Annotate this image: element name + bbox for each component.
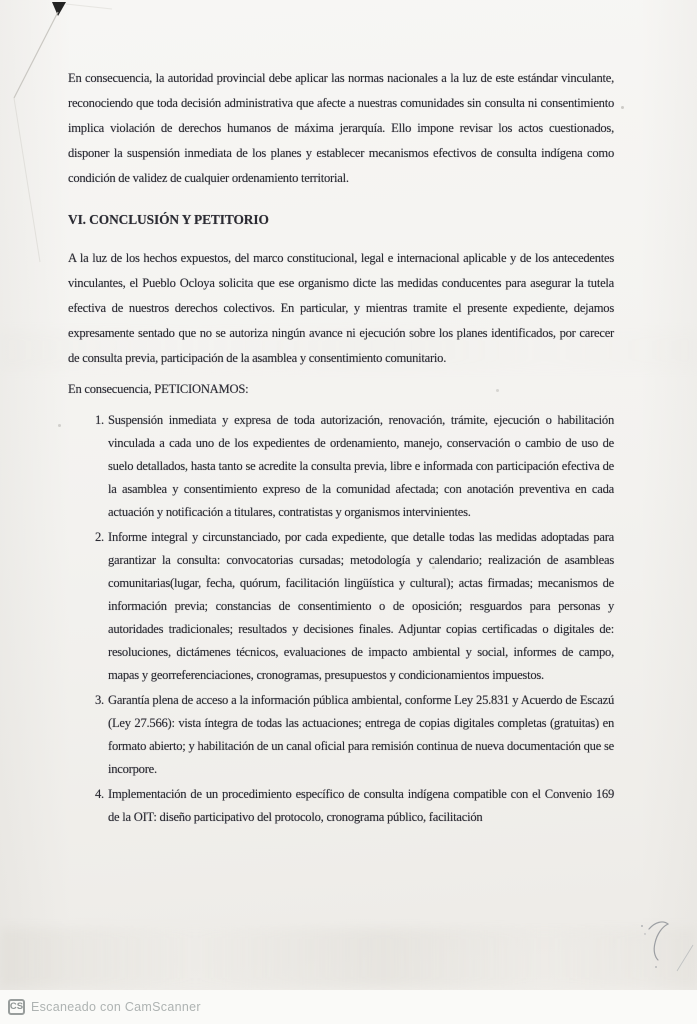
petition-list bbox=[68, 409, 614, 829]
petition-item-2 bbox=[68, 526, 614, 687]
petition-number: 1. bbox=[95, 413, 104, 427]
petition-number: 4. bbox=[95, 787, 104, 801]
scan-speck bbox=[58, 424, 61, 427]
petition-text: Garantía plena de acceso a la información pública ambiental, conforme Ley 25.831 y Acuerdo de Escazú (Ley 27.566): vista íntegra de todas las actuaciones; entrega de copias digitales completas (gratuitas) en formato abierto; y habilitación de un canal oficial para remisión continua de nueva documentación que se incorpore. bbox=[108, 693, 614, 776]
paragraph-conclusion: A la luz de los hechos expuestos, del marco constitucional, legal e internacional aplicable y de los antecedentes vinculantes, el Pueblo Ocloya solicita que ese organismo dicte las medidas conducentes para asegurar la tutela efectiva de nuestros derechos colectivos. En particular, y mientras tramite el presente expediente, dejamos expresamente sentado que no se autoriza ningún avance ni ejecución sobre los planes identificados, por carecer de consulta previa, participación de la asamblea y consentimiento comunitario. bbox=[68, 251, 614, 365]
petition-item-4 bbox=[68, 783, 614, 829]
petition-item-3 bbox=[68, 689, 614, 781]
paragraph-consequence: En consecuencia, la autoridad provincial debe aplicar las normas nacionales a la luz de este estándar vinculante, reconociendo que toda decisión administrativa que afecte a nuestras comunidades sin consulta ni consentimiento implica violación de derechos humanos de máxima jerarquía. Ello impone revisar los actos cuestionados, disponer la suspensión inmediata de los planes y establecer mecanismos efectivos de consulta indígena como condición de validez de cualquier ordenamiento territorial. bbox=[68, 71, 614, 185]
section-heading: VI. CONCLUSIÓN Y PETITORIO bbox=[68, 212, 269, 227]
petition-text: Informe integral y circunstanciado, por cada expediente, que detalle todas las medidas adoptadas para garantizar la consulta: convocatorias cursadas; metodología y calendario; realización de asambleas comunitarias(lugar, fecha, quórum, facilitación lingüística y cultural); actas firmadas; mecanismos de información previa; constancias de consentimiento o de oposición; resguardos para personas y autoridades tradicionales; resultados y decisiones finales. Adjuntar copias certificadas o digitales de: resoluciones, dictámenes técnicos, evaluaciones de impacto ambiental y social, informes de campo, mapas y georreferenciaciones, cronogramas, presupuestos y condicionamientos impuestos. bbox=[108, 530, 614, 682]
scan-shading-band bbox=[0, 928, 697, 988]
petition-number: 3. bbox=[95, 693, 104, 707]
camscanner-watermark bbox=[8, 999, 201, 1015]
document-body bbox=[68, 66, 614, 831]
handwritten-mark bbox=[615, 905, 697, 983]
petition-item-1 bbox=[68, 409, 614, 524]
petition-text: Implementación de un procedimiento específico de consulta indígena compatible con el Convenio 169 de la OIT: diseño participativo del protocolo, cronograma público, facilitación bbox=[108, 787, 614, 824]
camscanner-logo-icon: CS bbox=[8, 999, 25, 1015]
petition-text: Suspensión inmediata y expresa de toda autorización, renovación, trámite, ejecución o habilitación vinculada a cada uno de los expedientes de ordenamiento, manejo, conservación o cambio de uso de suelo detallados, hasta tanto se acredite la consulta previa, libre e informada con participación efectiva de la asamblea y consentimiento expreso de la comunidad afectada; con anotación preventiva en cada actuación y notificación a titulares, contratistas y organismos intervinientes. bbox=[108, 413, 614, 519]
scan-speck bbox=[621, 106, 624, 109]
camscanner-label: Escaneado con CamScanner bbox=[31, 1000, 201, 1014]
petition-number: 2. bbox=[95, 530, 104, 544]
petition-lead: En consecuencia, PETICIONAMOS: bbox=[68, 382, 249, 396]
